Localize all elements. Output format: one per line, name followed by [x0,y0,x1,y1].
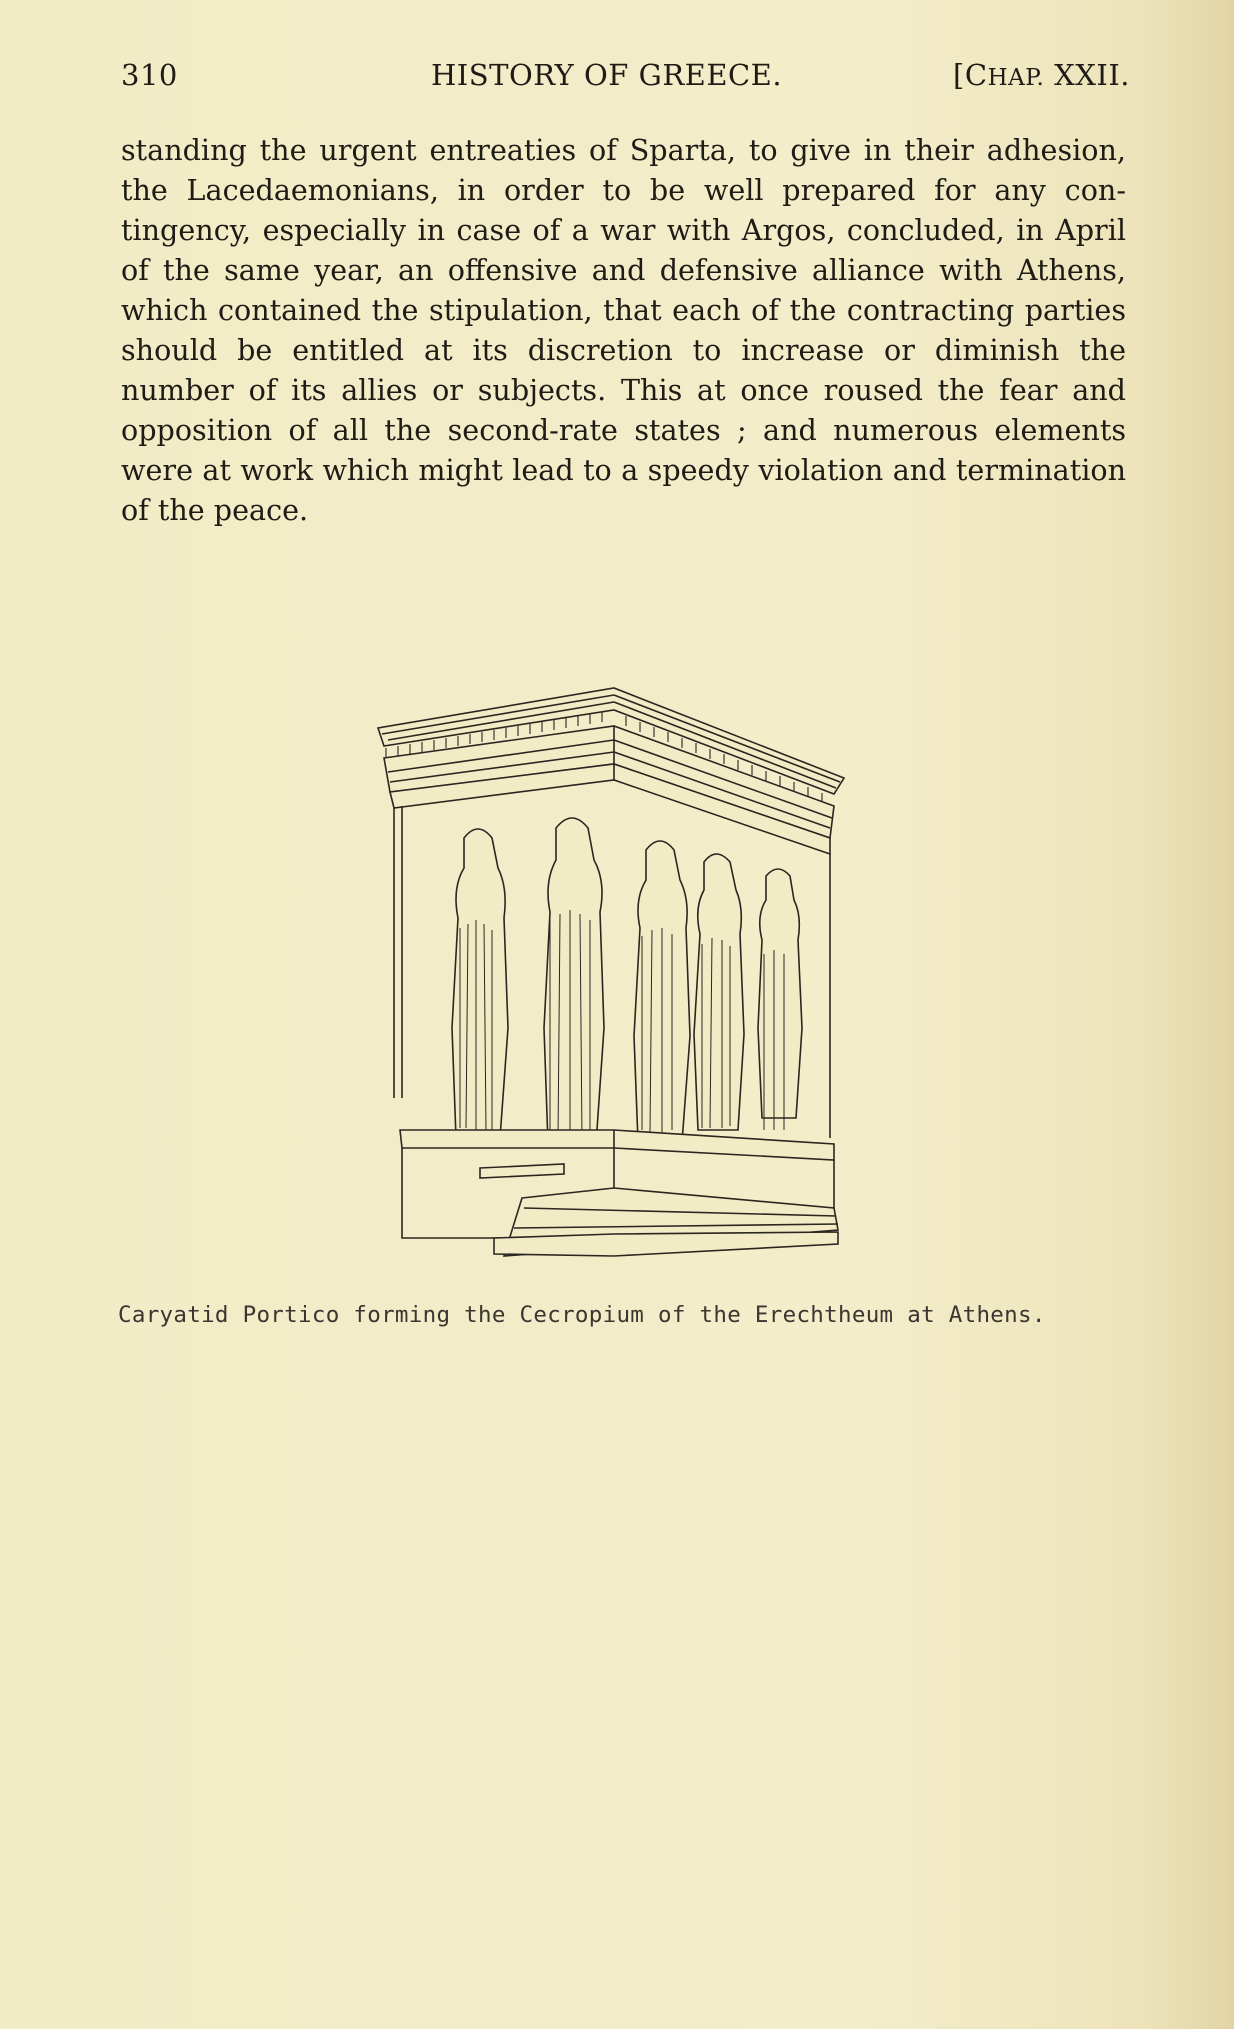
body-text [121,130,1126,530]
running-header [121,58,1130,102]
chapter-number: XXII. [1044,58,1130,92]
chapter-smallcaps: HAP. [987,65,1045,91]
running-title: HISTORY OF GREECE. [431,58,783,92]
body-paragraph: standing the urgent entreaties of Sparta, to give in their adhesion, the Lacedaemonians, in order to be well prepared for any contingency, especially in case of a war with Argos, concluded, in April of the same year, an offensive and defensive alliance with Athens, which contained the stipulation, that each of the contracting parties should be entitled at its discretion to increase or diminish the number of its allies or subjects. This at once roused the fear and opposition of all the second-rate states ; and numerous elements were at work which might lead to a speedy violation and termination of the peace. [121,133,1126,527]
page-number: 310 [121,58,178,92]
chapter-reference [953,58,1130,92]
caryatid-portico-illustration [374,668,854,1258]
chapter-prefix: [C [953,58,988,92]
figure-caption: Caryatid Portico forming the Cecropium of the Erechtheum at Athens. [118,1302,1046,1328]
